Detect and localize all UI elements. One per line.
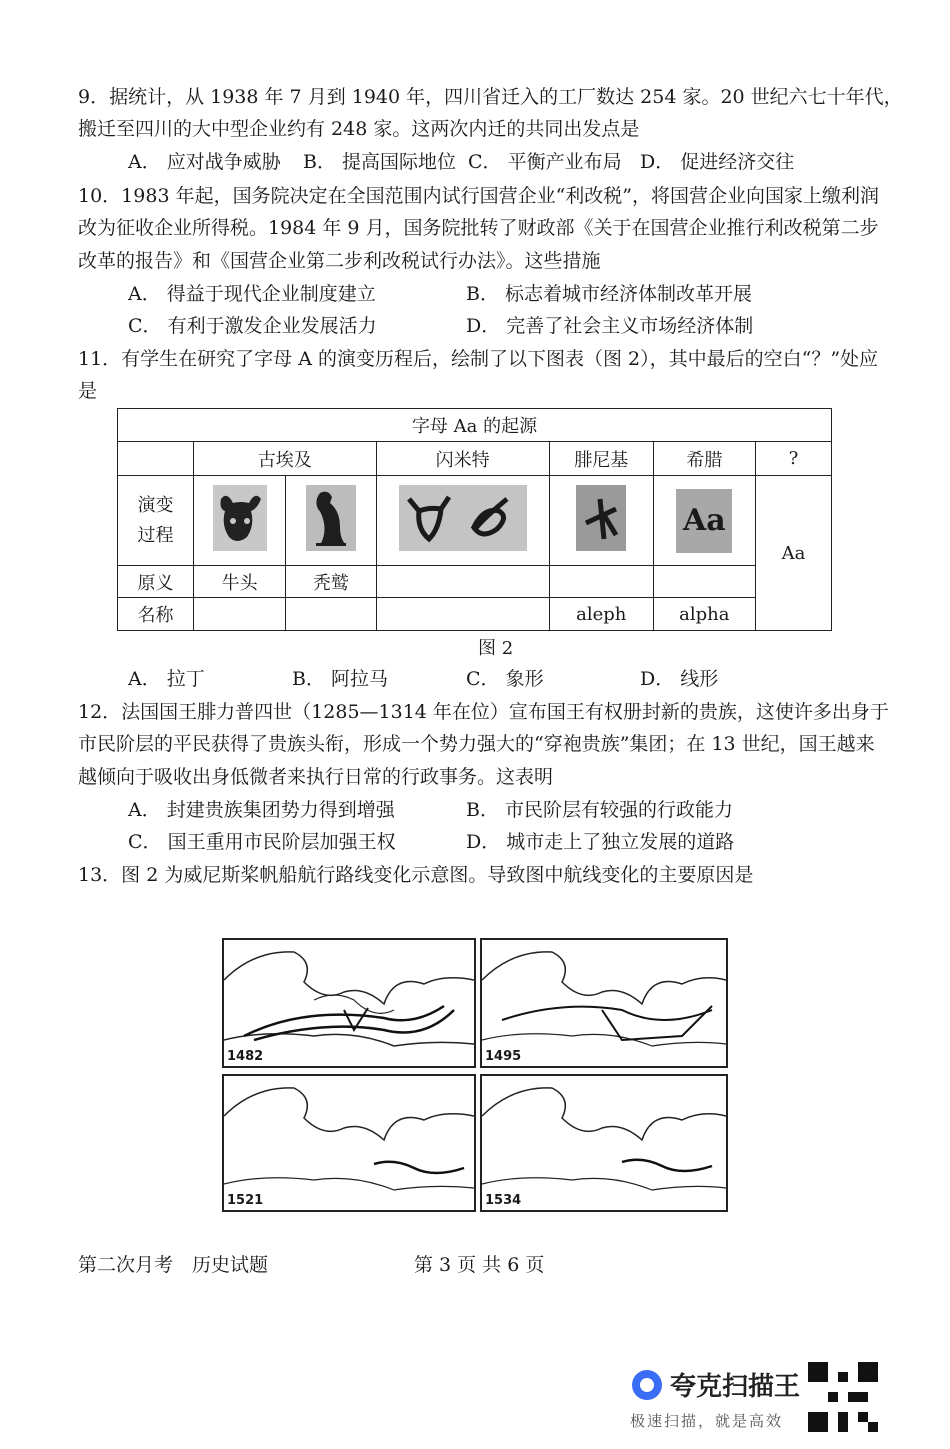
glyph-cell-phoenician bbox=[549, 476, 653, 566]
meaning-vulture: 秃鹫 bbox=[286, 566, 376, 598]
glyph-cell-ox bbox=[193, 476, 285, 566]
figure-caption: 图 2 bbox=[478, 638, 514, 659]
table-corner bbox=[118, 442, 194, 476]
row-label-meaning: 原义 bbox=[118, 566, 194, 598]
semitic-glyph-image bbox=[399, 485, 527, 551]
header-egypt: 古埃及 bbox=[193, 442, 376, 476]
q10-option-c: C． 有利于激发企业发展活力 bbox=[128, 315, 377, 337]
name-semitic bbox=[376, 598, 549, 631]
ox-head-glyph-image bbox=[213, 485, 267, 551]
map-1521 bbox=[222, 1074, 476, 1212]
q11-option-b: B． 阿拉马 bbox=[292, 668, 389, 690]
q10-line-1: 10．1983 年起，国务院决定在全国范围内试行国营企业“利改税”，将国营企业向国家上缴利润 bbox=[78, 185, 879, 207]
map-1534-drawing bbox=[482, 1076, 726, 1210]
row-label-evolution bbox=[118, 476, 194, 566]
footer-exam-title: 第二次月考 历史试题 bbox=[78, 1254, 269, 1276]
q12-option-d: D． 城市走上了独立发展的道路 bbox=[466, 831, 735, 853]
name-greek: alpha bbox=[653, 598, 755, 631]
q9-option-c: C． 平衡产业布局 bbox=[468, 151, 622, 173]
q11-option-a: A． 拉丁 bbox=[128, 668, 205, 690]
greek-glyph-image: Aa bbox=[676, 489, 732, 553]
map-year-1495: 1495 bbox=[485, 1049, 522, 1064]
name-phoenician: aleph bbox=[549, 598, 653, 631]
map-1482 bbox=[222, 938, 476, 1068]
meaning-semitic bbox=[376, 566, 549, 598]
map-1521-drawing bbox=[224, 1076, 474, 1210]
name-egypt-1 bbox=[193, 598, 285, 631]
header-greek: 希腊 bbox=[653, 442, 755, 476]
q9-line-2: 搬迁至四川的大中型企业约有 248 家。这两次内迁的共同出发点是 bbox=[78, 118, 640, 140]
q9-option-d: D． 促进经济交往 bbox=[640, 151, 795, 173]
header-phoenician: 腓尼基 bbox=[549, 442, 653, 476]
q13-line-1: 13．图 2 为威尼斯桨帆船航行路线变化示意图。导致图中航线变化的主要原因是 bbox=[78, 864, 754, 886]
q11-option-c: C． 象形 bbox=[466, 668, 544, 690]
q12-option-b: B． 市民阶层有较强的行政能力 bbox=[466, 799, 734, 821]
q12-line-2: 市民阶层的平民获得了贵族头衔，形成一个势力强大的“穿袍贵族”集团；在 13 世纪，国王越来 bbox=[78, 733, 875, 755]
row-label-evolution-1: 演变 bbox=[137, 494, 174, 516]
scanner-logo-icon bbox=[630, 1368, 664, 1402]
scanner-slogan: 极速扫描，就是高效 bbox=[630, 1412, 784, 1430]
q12-option-a: A． 封建贵族集团势力得到增强 bbox=[128, 799, 395, 821]
map-1482-drawing bbox=[224, 940, 474, 1066]
table-title: 字母 Aa 的起源 bbox=[118, 409, 832, 442]
header-unknown: ? bbox=[755, 442, 831, 476]
glyph-cell-semitic bbox=[376, 476, 549, 566]
map-1534 bbox=[480, 1074, 728, 1212]
glyph-cell-greek bbox=[653, 476, 755, 566]
q10-line-3: 改革的报告》和《国营企业第二步利改税试行办法》。这些措施 bbox=[78, 250, 601, 272]
alphabet-origin-table bbox=[117, 408, 832, 631]
phoenician-glyph-image bbox=[576, 485, 626, 551]
qr-code-icon bbox=[808, 1362, 878, 1432]
q10-option-a: A． 得益于现代企业制度建立 bbox=[128, 283, 376, 305]
vulture-glyph-image bbox=[306, 485, 356, 551]
header-semitic: 闪米特 bbox=[376, 442, 549, 476]
map-1495 bbox=[480, 938, 728, 1068]
q10-option-b: B． 标志着城市经济体制改革开展 bbox=[466, 283, 753, 305]
glyph-cell-vulture bbox=[286, 476, 376, 566]
meaning-phoenician bbox=[549, 566, 653, 598]
q11-line-1: 11．有学生在研究了字母 A 的演变历程后，绘制了以下图表（图 2），其中最后的空白“？”处应 bbox=[78, 348, 879, 370]
map-1495-drawing bbox=[482, 940, 726, 1066]
meaning-ox-head: 牛头 bbox=[193, 566, 285, 598]
q9-line-1: 9．据统计，从 1938 年 7 月到 1940 年，四川省迁入的工厂数达 254 家。20 世纪六七十年代， bbox=[78, 86, 903, 108]
row-label-name: 名称 bbox=[118, 598, 194, 631]
scanner-brand: 夸克扫描王 bbox=[670, 1372, 801, 1402]
footer-page-number: 第 3 页 共 6 页 bbox=[414, 1254, 545, 1276]
q9-option-b: B． 提高国际地位 bbox=[303, 151, 457, 173]
map-year-1521: 1521 bbox=[227, 1193, 264, 1208]
q12-line-3: 越倾向于吸收出身低微者来执行日常的行政事务。这表明 bbox=[78, 766, 554, 788]
unknown-last-cell: Aa bbox=[755, 476, 831, 631]
q9-option-a: A． 应对战争威胁 bbox=[128, 151, 281, 173]
map-year-1534: 1534 bbox=[485, 1193, 522, 1208]
q12-option-c: C． 国王重用市民阶层加强王权 bbox=[128, 831, 396, 853]
name-egypt-2 bbox=[286, 598, 376, 631]
q10-option-d: D． 完善了社会主义市场经济体制 bbox=[466, 315, 754, 337]
row-label-evolution-2: 过程 bbox=[137, 524, 174, 546]
q10-line-2: 改为征收企业所得税。1984 年 9 月，国务院批转了财政部《关于在国营企业推行利改税第二步 bbox=[78, 217, 879, 239]
meaning-greek bbox=[653, 566, 755, 598]
q11-line-2: 是 bbox=[78, 380, 98, 402]
q11-option-d: D． 线形 bbox=[640, 668, 719, 690]
map-year-1482: 1482 bbox=[227, 1049, 264, 1064]
q12-line-1: 12．法国国王腓力普四世（1285—1314 年在位）宣布国王有权册封新的贵族，这使许多出身于 bbox=[78, 701, 889, 723]
